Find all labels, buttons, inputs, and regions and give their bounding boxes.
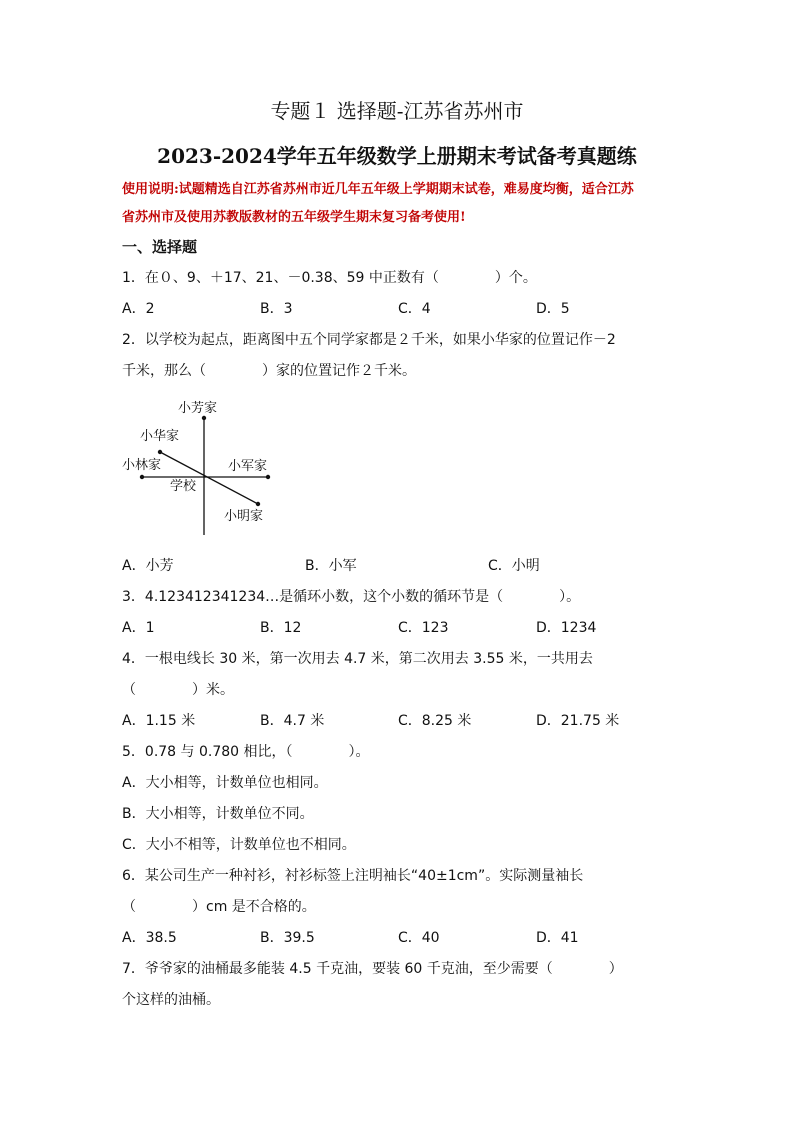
question-1-option-d: D．5 bbox=[536, 301, 570, 317]
question-6-text-line-1: 6．某公司生产一种衬衫，衬衫标签上注明袖长“40±1cm”。实际测量袖长 bbox=[122, 868, 584, 884]
question-1-option-b: B．3 bbox=[260, 301, 293, 317]
question-3-option-c: C．123 bbox=[398, 620, 449, 636]
label-xiaolin: 小林家 bbox=[122, 458, 162, 473]
question-1-text: 1．在０、9、＋17、21、－0.38、59 中正数有（ ）个。 bbox=[122, 270, 537, 286]
question-3-option-d: D．1234 bbox=[536, 620, 597, 636]
question-2-text-line-2: 千米，那么（ ）家的位置记作２千米。 bbox=[122, 363, 416, 379]
question-2-option-b: B．小军 bbox=[305, 558, 357, 574]
question-6-option-a: A．38.5 bbox=[122, 930, 177, 946]
xiaohua-point bbox=[158, 450, 162, 454]
question-6-option-b: B．39.5 bbox=[260, 930, 315, 946]
question-5-option-c: C．大小不相等，计数单位也不相同。 bbox=[122, 837, 356, 853]
usage-note bbox=[122, 176, 682, 232]
question-2-option-c: C．小明 bbox=[488, 558, 540, 574]
question-4-option-b: B．4.7 米 bbox=[260, 713, 325, 729]
label-xiaoming: 小明家 bbox=[224, 509, 264, 524]
direction-diagram bbox=[120, 390, 290, 540]
question-3-option-a: A．1 bbox=[122, 620, 155, 636]
question-7-text-line-2: 个这样的油桶。 bbox=[122, 992, 220, 1008]
question-5-option-b: B．大小相等，计数单位不同。 bbox=[122, 806, 314, 822]
question-2-option-a: A．小芳 bbox=[122, 558, 174, 574]
question-6-text-line-2: （ ）cm 是不合格的。 bbox=[122, 899, 316, 915]
question-3-option-b: B．12 bbox=[260, 620, 302, 636]
page-subtitle: 2023-2024学年五年级数学上册期末考试备考真题练 bbox=[157, 144, 637, 168]
usage-note-line-1: 使用说明:试题精选自江苏省苏州市近几年五年级上学期期末试卷，难易度均衡，适合江苏 bbox=[122, 182, 634, 197]
xiaolin-point bbox=[140, 475, 144, 479]
label-xiaofang: 小芳家 bbox=[178, 401, 218, 416]
page-title: 专题１ 选择题-江苏省苏州市 bbox=[270, 99, 524, 123]
question-5-text: 5．0.78 与 0.780 相比，（ ）。 bbox=[122, 744, 370, 760]
question-4-option-c: C．8.25 米 bbox=[398, 713, 472, 729]
xiaoming-point bbox=[256, 502, 260, 506]
label-xiaojun: 小军家 bbox=[228, 459, 268, 474]
question-6-option-d: D．41 bbox=[536, 930, 579, 946]
question-3-text: 3．4.123412341234…是循环小数，这个小数的循环节是（ ）。 bbox=[122, 589, 581, 605]
xiaofang-point bbox=[202, 416, 206, 420]
usage-note-line-2: 省苏州市及使用苏教版教材的五年级学生期末复习备考使用! bbox=[122, 210, 466, 225]
question-7-text-line-1: 7．爷爷家的油桶最多能装 4.5 千克油，要装 60 千克油，至少需要（ ） bbox=[122, 961, 623, 977]
label-xiaohua: 小华家 bbox=[140, 429, 180, 444]
question-1-option-a: A．2 bbox=[122, 301, 155, 317]
question-2-text-line-1: 2．以学校为起点，距离图中五个同学家都是２千米，如果小华家的位置记作－2 bbox=[122, 332, 616, 348]
question-4-option-d: D．21.75 米 bbox=[536, 713, 620, 729]
question-4-text-line-2: （ ）米。 bbox=[122, 682, 234, 698]
label-school: 学校 bbox=[170, 479, 197, 494]
section-heading: 一、选择题 bbox=[122, 238, 198, 256]
question-5-option-a: A．大小相等，计数单位也相同。 bbox=[122, 775, 328, 791]
question-6-option-c: C．40 bbox=[398, 930, 440, 946]
xiaojun-point bbox=[266, 475, 270, 479]
question-1-option-c: C．4 bbox=[398, 301, 431, 317]
question-4-text-line-1: 4．一根电线长 30 米，第一次用去 4.7 米，第二次用去 3.55 米，一共用去 bbox=[122, 651, 593, 667]
question-4-option-a: A．1.15 米 bbox=[122, 713, 196, 729]
